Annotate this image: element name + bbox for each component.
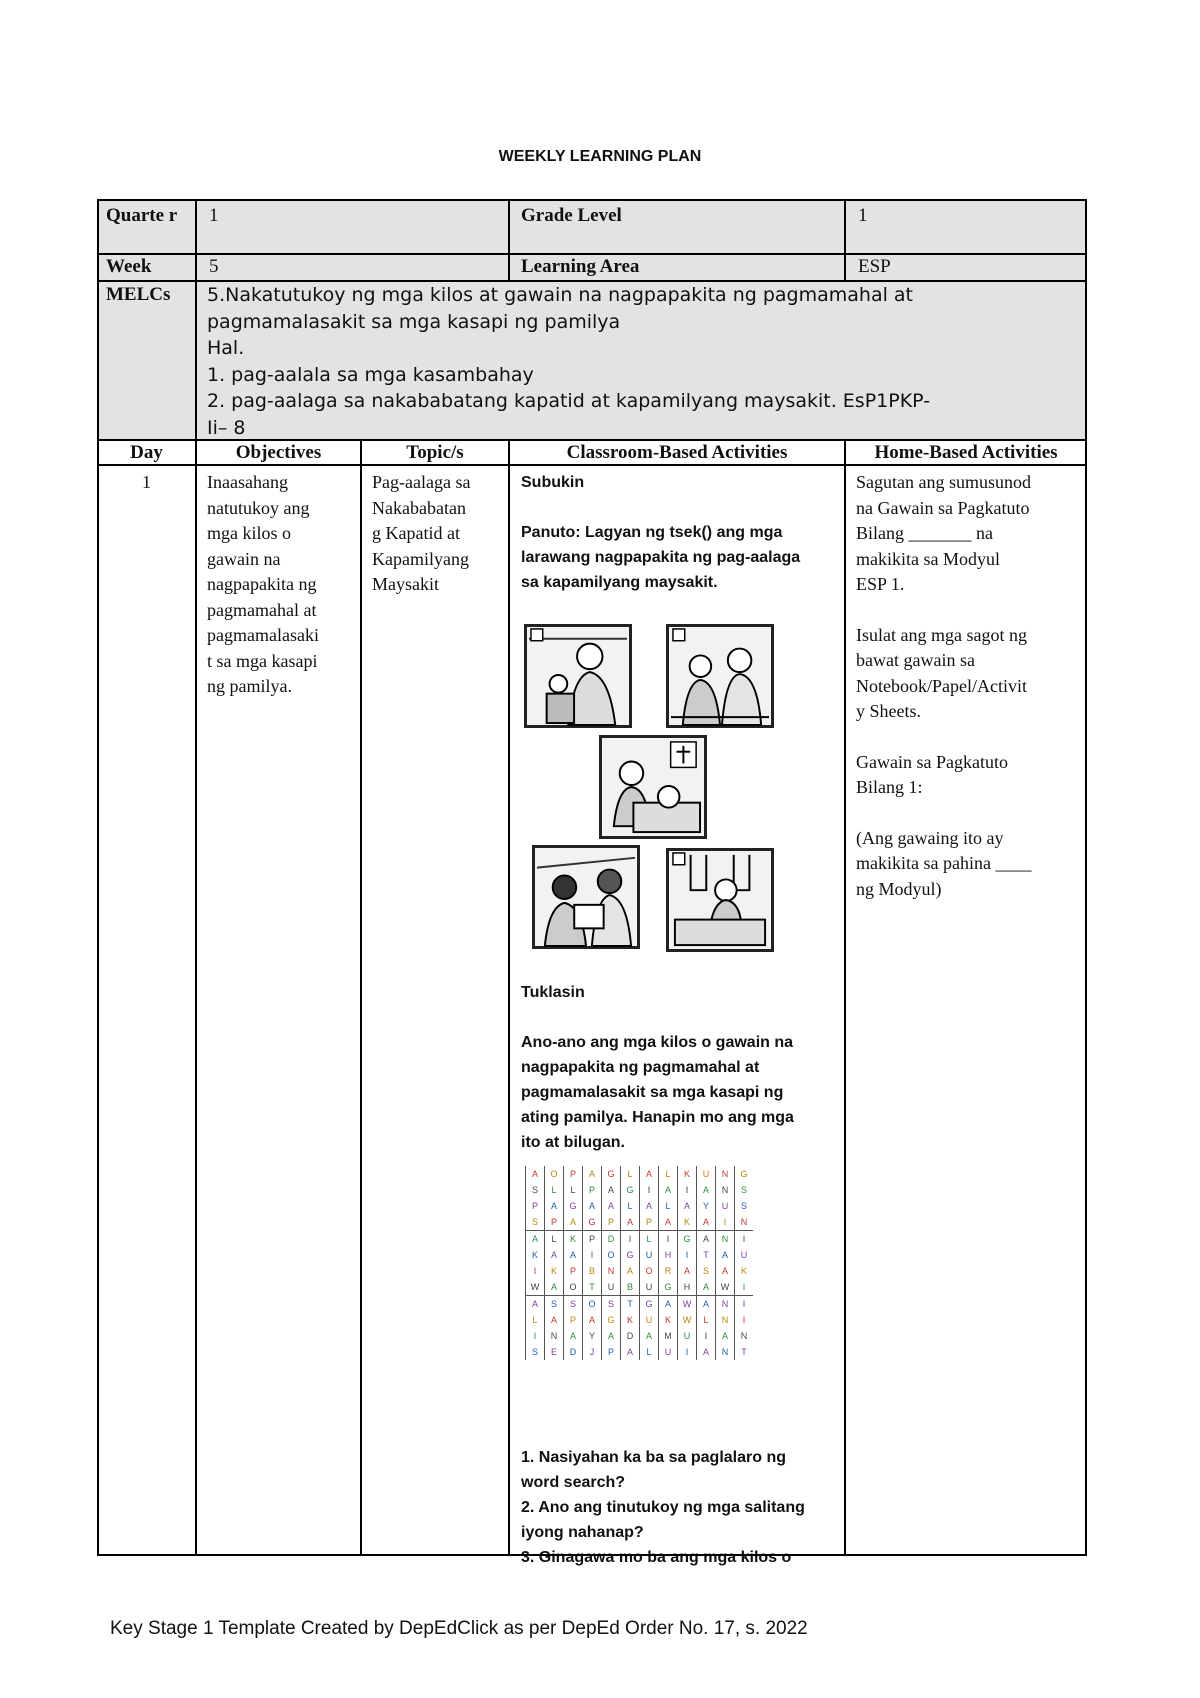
word-search-letter: S <box>564 1296 583 1313</box>
home-line: y Sheets. <box>856 701 921 721</box>
word-search-letter: U <box>697 1166 716 1182</box>
word-search-letter: A <box>602 1198 621 1214</box>
word-search-letter: H <box>678 1279 697 1296</box>
word-search-letter: P <box>564 1312 583 1328</box>
word-search-letter: O <box>602 1247 621 1263</box>
subukin-block <box>510 466 862 599</box>
col-header-classroom <box>509 440 845 465</box>
week-value-cell <box>196 254 509 281</box>
topic-line: Maysakit <box>372 574 439 594</box>
word-search-row <box>526 1214 754 1231</box>
tuklasin-block <box>510 976 862 1159</box>
objectives-line: pagmamalasaki <box>207 625 319 645</box>
word-search-letter: T <box>621 1296 640 1313</box>
word-search-letter: A <box>659 1296 678 1313</box>
quarter-value-cell <box>196 199 509 254</box>
word-search-letter: D <box>621 1328 640 1344</box>
melcs-line: 2. pag-aalaga sa nakababatang kapatid at kapamilyang maysakit. EsP1PKP- <box>207 390 931 412</box>
word-search-letter: A <box>526 1231 545 1248</box>
word-search-letter: Y <box>583 1328 602 1344</box>
word-search-letter: N <box>716 1231 735 1248</box>
word-search-letter: I <box>526 1263 545 1279</box>
word-search-letter: T <box>735 1344 754 1360</box>
word-search-letter: A <box>545 1198 564 1214</box>
word-search-letter: S <box>526 1182 545 1198</box>
home-line <box>856 725 1076 750</box>
word-search-letter: K <box>678 1166 697 1182</box>
word-search-letter: T <box>583 1279 602 1296</box>
home-line: na Gawain sa Pagkatuto <box>856 497 1030 518</box>
tuklasin-line: ito at bilugan. <box>521 1134 625 1151</box>
word-search-letter: G <box>735 1166 754 1182</box>
word-search-letter: K <box>735 1263 754 1279</box>
word-search-row <box>526 1328 754 1344</box>
word-search-letter: L <box>621 1198 640 1214</box>
tuklasin-line: nagpapakita ng pagmamahal at <box>521 1059 760 1076</box>
word-search-letter: G <box>640 1296 659 1313</box>
word-search-letter: A <box>678 1198 697 1214</box>
word-search-letter: A <box>716 1247 735 1263</box>
quarter-label-cell <box>97 199 196 254</box>
melcs-text <box>197 282 1086 441</box>
tuklasin-text <box>521 1030 851 1155</box>
topic-line: g Kapatid at <box>372 523 460 543</box>
word-search-letter: A <box>621 1214 640 1231</box>
word-search-letter: I <box>640 1182 659 1198</box>
illustration-bedside-care <box>669 851 771 949</box>
word-search-letter: A <box>640 1328 659 1344</box>
word-search-letter: A <box>621 1263 640 1279</box>
word-search-letter: A <box>545 1279 564 1296</box>
footer-note: Key Stage 1 Template Created by DepEdClick as per DepEd Order No. 17, s. 2022 <box>110 1618 808 1639</box>
quarter-label: Quarte r <box>106 205 178 226</box>
word-search-letter: P <box>545 1214 564 1231</box>
word-search-letter: G <box>659 1279 678 1296</box>
picture-card-4 <box>532 845 640 949</box>
word-search-letter: L <box>659 1166 678 1182</box>
week-label-cell <box>97 254 196 281</box>
question-line: 2. Ano ang tinutukoy ng mga salitang <box>521 1499 805 1516</box>
word-search-letter: I <box>735 1312 754 1328</box>
word-search-letter: W <box>716 1279 735 1296</box>
word-search-letter: A <box>545 1312 564 1328</box>
word-search-letter: I <box>735 1296 754 1313</box>
word-search-letter: A <box>621 1344 640 1360</box>
word-search-letter: S <box>602 1296 621 1313</box>
panuto-line: Panuto: Lagyan ng tsek() ang mga <box>521 524 783 541</box>
word-search-letter: G <box>621 1182 640 1198</box>
col-header-objectives <box>196 440 361 465</box>
topic-line: Pag-aalaga sa <box>372 472 471 492</box>
learning-plan-table <box>97 199 1087 1566</box>
home-line <box>856 598 1076 623</box>
word-search-letter: P <box>602 1214 621 1231</box>
home-line <box>856 801 1076 826</box>
word-search-letter: N <box>716 1312 735 1328</box>
word-search-letter: W <box>678 1312 697 1328</box>
word-search-letter: Y <box>697 1198 716 1214</box>
word-search-letter: W <box>526 1279 545 1296</box>
word-search-letter: S <box>697 1263 716 1279</box>
word-search-letter: U <box>735 1247 754 1263</box>
word-search-letter: R <box>659 1263 678 1279</box>
document-title: WEEKLY LEARNING PLAN <box>498 148 702 165</box>
home-line: Notebook/Papel/Activit <box>856 675 1027 696</box>
melcs-line: Hal. <box>207 337 245 359</box>
word-search-letter: L <box>526 1312 545 1328</box>
word-search-row <box>526 1296 754 1313</box>
quarter-value: 1 <box>209 205 219 226</box>
home-line: Bilang 1: <box>856 777 923 797</box>
classroom-cell <box>509 465 845 1566</box>
word-search-letter: L <box>640 1231 659 1248</box>
word-search-letter: N <box>602 1263 621 1279</box>
topic-line: Kapamilyang <box>372 548 469 569</box>
word-search-letter: K <box>526 1247 545 1263</box>
word-search-letter: M <box>659 1328 678 1344</box>
word-search-letter: W <box>678 1296 697 1313</box>
word-search-letter: P <box>640 1214 659 1231</box>
word-search-letter: N <box>735 1328 754 1344</box>
word-search-letter: A <box>583 1312 602 1328</box>
word-search-letter: G <box>564 1198 583 1214</box>
word-search-row <box>526 1312 754 1328</box>
word-search-letter: U <box>640 1312 659 1328</box>
word-search-letter: A <box>640 1166 659 1182</box>
grade-value: 1 <box>858 205 868 226</box>
word-search-letter: P <box>583 1182 602 1198</box>
word-search-letter: S <box>545 1296 564 1313</box>
word-search-letter: L <box>545 1231 564 1248</box>
questions-list <box>521 1445 851 1570</box>
objectives-cell <box>196 465 361 1556</box>
word-search-row <box>526 1166 754 1182</box>
subukin-heading: Subukin <box>521 474 585 491</box>
word-search-letter: I <box>678 1344 697 1360</box>
questions-block <box>510 1441 862 1574</box>
home-line: ESP 1. <box>856 574 905 594</box>
panuto-line: sa kapamilyang maysakit. <box>521 574 718 591</box>
word-search-letter: P <box>602 1344 621 1360</box>
word-search-letter: A <box>602 1328 621 1344</box>
word-search-letter: K <box>678 1214 697 1231</box>
area-label-cell <box>509 254 845 281</box>
word-search-letter: A <box>716 1328 735 1344</box>
col-header-day-label: Day <box>130 442 163 463</box>
melcs-line: Ii– 8 <box>207 416 246 439</box>
day-value: 1 <box>142 472 151 492</box>
word-search-row <box>526 1182 754 1198</box>
home-line: (Ang gawaing ito ay <box>856 827 1004 848</box>
word-search-letter: A <box>583 1198 602 1214</box>
home-line: ng Modyul) <box>856 878 942 899</box>
panuto-text <box>521 520 851 595</box>
word-search-letter: I <box>678 1182 697 1198</box>
grade-label-cell <box>509 199 845 254</box>
illustration-sick-in-bed <box>602 738 704 836</box>
word-search-letter: B <box>583 1263 602 1279</box>
home-line: Isulat ang mga sagot ng <box>856 624 1027 645</box>
objectives-line: nagpapakita ng <box>207 574 317 594</box>
objectives-text <box>197 466 360 704</box>
objectives-line: ng pamilya. <box>207 676 292 696</box>
word-search-letter: K <box>621 1312 640 1328</box>
word-search-letter: A <box>545 1247 564 1263</box>
objectives-line: mga kilos o <box>207 523 291 543</box>
word-search-letter: A <box>526 1296 545 1313</box>
objectives-line: natutukoy ang <box>207 497 310 518</box>
picture-card-2 <box>666 624 774 728</box>
word-search-letter: A <box>697 1344 716 1360</box>
word-search-letter: H <box>659 1247 678 1263</box>
topic-line: Nakababatan <box>372 497 466 518</box>
melcs-label: MELCs <box>106 284 171 305</box>
word-search-row <box>526 1231 754 1248</box>
word-search-row <box>526 1263 754 1279</box>
word-search-letter: I <box>697 1328 716 1344</box>
word-search-letter: N <box>716 1182 735 1198</box>
word-search-letter: P <box>564 1166 583 1182</box>
illustration-caring-sibling <box>669 627 771 725</box>
word-search-letter: A <box>602 1182 621 1198</box>
col-header-objectives-label: Objectives <box>235 442 322 463</box>
word-search-letter: A <box>659 1182 678 1198</box>
word-search-letter: P <box>564 1263 583 1279</box>
word-search-letter: G <box>602 1166 621 1182</box>
word-search-letter: U <box>640 1279 659 1296</box>
melcs-value-cell <box>196 281 1087 440</box>
word-search-letter: I <box>716 1214 735 1231</box>
illustration-mother-child <box>527 627 629 725</box>
col-header-classroom-label: Classroom-Based Activities <box>566 442 788 463</box>
word-search-letter: N <box>716 1344 735 1360</box>
home-cell <box>845 465 1087 1556</box>
topic-cell <box>361 465 509 1556</box>
melcs-line: pagmamalasakit sa mga kasapi ng pamilya <box>207 310 621 333</box>
question-line: 3. Ginagawa mo ba ang mga kilos o <box>521 1549 792 1566</box>
word-search-letter: N <box>735 1214 754 1231</box>
week-label: Week <box>106 256 152 277</box>
word-search-letter: G <box>602 1312 621 1328</box>
word-search-letter: I <box>583 1247 602 1263</box>
word-search-letter: S <box>526 1214 545 1231</box>
word-search-letter: J <box>583 1344 602 1360</box>
topic-text <box>362 466 508 602</box>
word-search-letter: T <box>697 1247 716 1263</box>
word-search-row <box>526 1279 754 1296</box>
word-search-letter: A <box>697 1182 716 1198</box>
home-text <box>846 466 1086 906</box>
word-search-letter: U <box>659 1344 678 1360</box>
home-line: makikita sa Modyul <box>856 548 1000 569</box>
word-search-letter: U <box>602 1279 621 1296</box>
word-search-row <box>526 1247 754 1263</box>
word-search-letter: A <box>697 1231 716 1248</box>
word-search-letter: L <box>697 1312 716 1328</box>
area-label: Learning Area <box>521 256 640 277</box>
word-search-letter: L <box>659 1198 678 1214</box>
col-header-topics <box>361 440 509 465</box>
word-search-letter: A <box>640 1198 659 1214</box>
question-line: iyong nahanap? <box>521 1524 644 1541</box>
word-search-letter: A <box>564 1328 583 1344</box>
word-search-letter: A <box>526 1166 545 1182</box>
home-line: bawat gawain sa <box>856 650 975 670</box>
objectives-line: Inaasahang <box>207 472 288 492</box>
word-search-letter: L <box>621 1166 640 1182</box>
word-search-letter: A <box>583 1166 602 1182</box>
word-search-letter: L <box>564 1182 583 1198</box>
word-search-letter: N <box>716 1166 735 1182</box>
objectives-line: pagmamahal at <box>207 599 317 620</box>
tuklasin-heading: Tuklasin <box>521 984 585 1001</box>
word-search-letter: D <box>564 1344 583 1360</box>
home-line: makikita sa pahina ____ <box>856 853 1032 873</box>
word-search-letter: I <box>659 1231 678 1248</box>
word-search-letter: I <box>735 1231 754 1248</box>
picture-card-1 <box>524 624 632 728</box>
word-search-letter: A <box>697 1279 716 1296</box>
word-search-letter: A <box>697 1214 716 1231</box>
area-value-cell <box>845 254 1087 281</box>
word-search-letter: O <box>564 1279 583 1296</box>
word-search-row <box>526 1344 754 1360</box>
day-cell <box>97 465 196 1556</box>
word-search-letter: I <box>735 1279 754 1296</box>
home-line: Bilang _______ na <box>856 523 993 543</box>
word-search-letter: U <box>678 1328 697 1344</box>
word-search-letter: G <box>583 1214 602 1231</box>
word-search-letter: A <box>659 1214 678 1231</box>
tuklasin-line: pagmamalasakit sa mga kasapi ng <box>521 1084 784 1101</box>
word-search-letter: A <box>716 1263 735 1279</box>
word-search-letter: B <box>621 1279 640 1296</box>
word-search-letter: A <box>678 1263 697 1279</box>
objectives-line: gawain na <box>207 548 281 569</box>
word-search-letter: G <box>678 1231 697 1248</box>
word-search-letter: K <box>545 1263 564 1279</box>
word-search-grid <box>525 1166 753 1360</box>
word-search-letter: I <box>526 1328 545 1344</box>
col-header-day <box>97 440 196 465</box>
week-value: 5 <box>209 256 219 277</box>
question-line: word search? <box>521 1474 626 1491</box>
word-search-letter: D <box>602 1231 621 1248</box>
area-value: ESP <box>858 256 891 277</box>
illustration-boy-with-box <box>535 848 637 946</box>
panuto-line: larawang nagpapakita ng pag-aalaga <box>521 549 801 566</box>
word-search-letter: K <box>659 1312 678 1328</box>
melcs-label-cell <box>97 281 196 440</box>
picture-card-3 <box>599 735 707 839</box>
word-search-letter: U <box>640 1247 659 1263</box>
melcs-line: 1. pag-aalala sa mga kasambahay <box>207 363 534 386</box>
grade-label: Grade Level <box>521 205 622 226</box>
word-search-letter: I <box>678 1247 697 1263</box>
grade-value-cell <box>845 199 1087 254</box>
word-search-letter: N <box>716 1296 735 1313</box>
col-header-home-label: Home-Based Activities <box>874 442 1058 463</box>
word-search-letter: A <box>697 1296 716 1313</box>
word-search-letter: O <box>640 1263 659 1279</box>
word-search-letter: S <box>735 1182 754 1198</box>
objectives-line: t sa mga kasapi <box>207 650 318 671</box>
tuklasin-line: Ano-ano ang mga kilos o gawain na <box>521 1034 794 1051</box>
word-search-letter: P <box>583 1231 602 1248</box>
word-search-letter: P <box>526 1198 545 1214</box>
melcs-line: 5.Nakatutukoy ng mga kilos at gawain na nagpapakita ng pagmamahal at <box>207 284 914 306</box>
word-search-letter: N <box>545 1328 564 1344</box>
word-search-letter: E <box>545 1344 564 1360</box>
picture-card-5 <box>666 848 774 952</box>
home-line: Sagutan ang sumusunod <box>856 472 1031 492</box>
col-header-topics-label: Topic/s <box>406 442 464 463</box>
word-search-letter: O <box>583 1296 602 1313</box>
word-search-letter: O <box>545 1166 564 1182</box>
home-line: Gawain sa Pagkatuto <box>856 751 1008 772</box>
word-search-row <box>526 1198 754 1214</box>
word-search-letter: S <box>735 1198 754 1214</box>
question-line: 1. Nasiyahan ka ba sa paglalaro ng <box>521 1449 786 1466</box>
word-search-letter: U <box>716 1198 735 1214</box>
word-search-letter: K <box>564 1231 583 1248</box>
word-search-letter: A <box>564 1214 583 1231</box>
tuklasin-line: ating pamilya. Hanapin mo ang mga <box>521 1109 794 1126</box>
word-search-letter: A <box>564 1247 583 1263</box>
word-search-letter: L <box>640 1344 659 1360</box>
word-search-letter: G <box>621 1247 640 1263</box>
word-search-letter: I <box>621 1231 640 1248</box>
word-search-letter: L <box>545 1182 564 1198</box>
word-search-letter: S <box>526 1344 545 1360</box>
col-header-home <box>845 440 1087 465</box>
